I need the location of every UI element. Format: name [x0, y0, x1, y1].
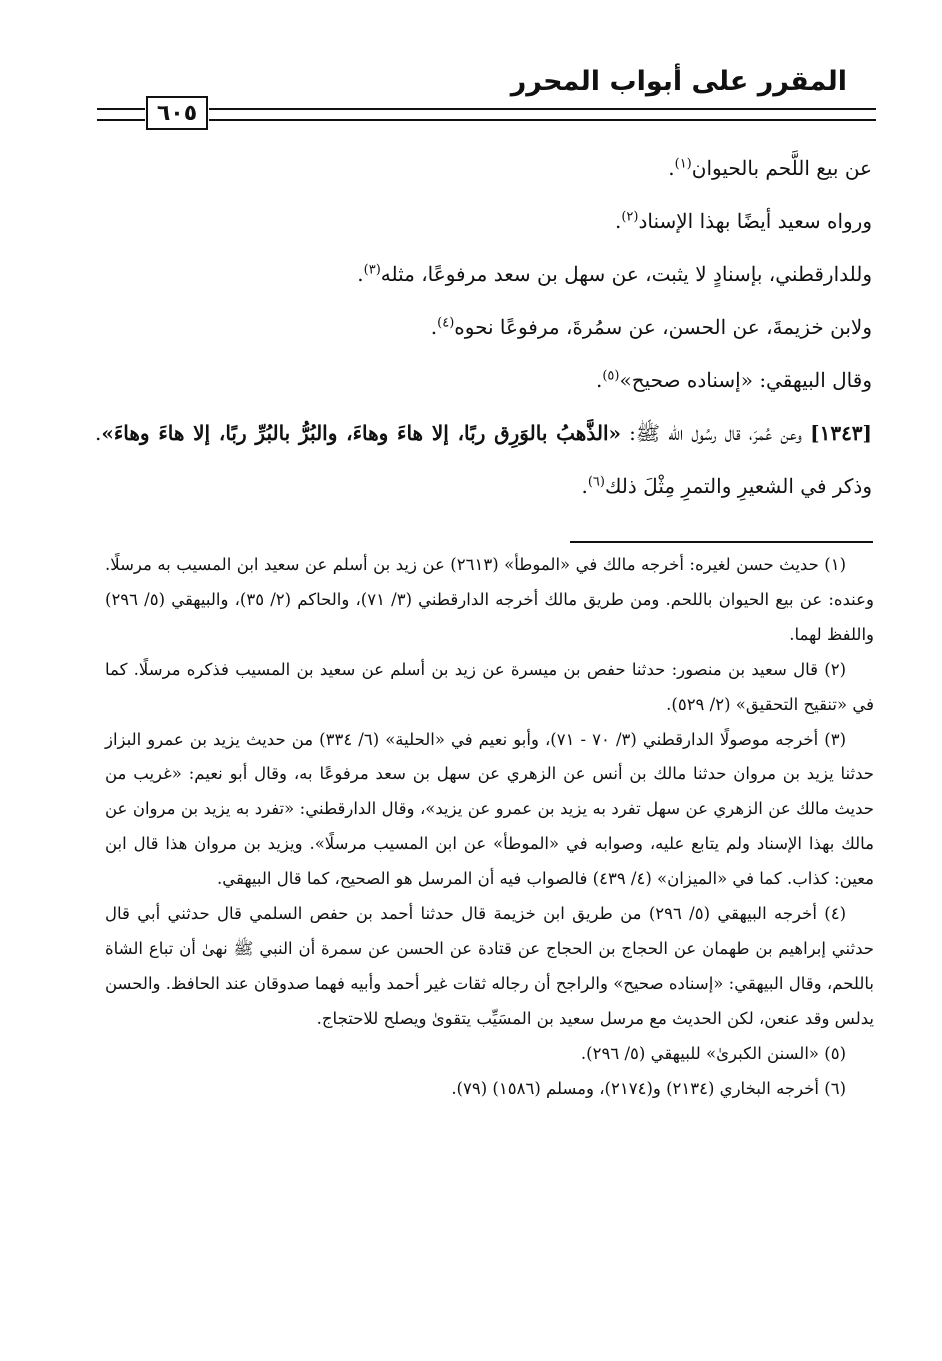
- footnote-ref: (٤): [437, 315, 455, 331]
- hadith-number: [١٣٤٣]: [810, 421, 873, 445]
- footnote-ref: (٦): [587, 474, 605, 490]
- footnote: (٦) أخرجه البخاري (٢١٣٤) و(٢١٧٤)، ومسلم (١٥٨٦) (٧٩).: [451, 1078, 846, 1098]
- book-title: المقرر على أبواب المحرر: [510, 66, 847, 97]
- footnote-ref: (٥): [602, 368, 620, 384]
- footnote: (٢) قال سعيد بن منصور: حدثنا حفص بن ميسرة عن زيد بن أسلم عن سعيد بن المسيب فذكره مرسلًا. كما في «تنقيح التحقيق» (٢/ ٥٢٩).: [105, 659, 874, 714]
- header-rule-right-top: [209, 108, 876, 110]
- text-line: وقال البيهقي: «إسناده صحيح»$^{(٥)}$.: [595, 368, 872, 392]
- page-header: [0, 0, 942, 140]
- hadith-intro: وعن عُمرَ، قال رسُول الله ﷺ:: [629, 421, 802, 445]
- footnote-ref: (٢): [621, 209, 639, 225]
- text-line: وللدارقطني، بإسنادٍ لا يثبت، عن سهل بن سعد مرفوعًا، مثله$^{(٣)}$.: [357, 262, 872, 286]
- main-text: [95, 142, 872, 513]
- header-rule-left-top: [97, 108, 145, 110]
- footnote: (١) حديث حسن لغيره: أخرجه مالك في «الموطأ» (٢٦١٣) عن زيد بن أسلم عن سعيد ابن المسيب به مرسلًا. وعنده: عن بيع الحيوان باللحم. ومن طريق مالك أخرجه الدارقطني (٣/ ٧١)، والحاكم (٢/ ٣٥)، والبيهقي (٥/ ٢٩٦) واللفظ لهما.: [105, 555, 874, 644]
- footnote-ref: (١): [674, 156, 692, 172]
- text-line: ورواه سعيد أيضًا بهذا الإسناد$^{(٢)}$.: [614, 209, 872, 233]
- footnotes: [105, 548, 874, 1107]
- footnote-ref: (٣): [363, 262, 381, 278]
- footnote: (٤) أخرجه البيهقي (٥/ ٢٩٦) من طريق ابن خزيمة قال حدثنا أحمد بن حفص السلمي قال حدثني أبي قال حدثني إبراهيم بن طهمان عن الحجاج بن الحجاج عن قتادة عن الحسن عن سمرة أن النبي ﷺ نهىٰ أن تباع الشاة باللحم، وقال البيهقي: «إسناده صحيح» والراجح أن رجاله ثقات غير أحمد وأبيه فهما صدوقان عند الحافظ. والحسن يدلس وقد عنعن، لكن الحديث مع مرسل سعيد بن المسَيِّب يتقوىٰ ويصلح للاحتجاج.: [105, 904, 874, 1028]
- header-rule-right-bottom: [209, 119, 876, 121]
- footnote: (٣) أخرجه موصولًا الدارقطني (٣/ ٧٠ - ٧١)، وأبو نعيم في «الحلية» (٦/ ٣٣٤) من حديث يزيد بن عمرو البزاز حدثنا يزيد بن مروان حدثنا مالك بن أنس عن الزهري عن سهل بن سعد مرفوعًا به، وقال أبو نعيم: «غريب من حديث مالك عن الزهري عن سهل تفرد به يزيد بن عمرو عن يزيد»، وقال الدارقطني: «تفرد به يزيد بن مروان عن مالك بهذا الإسناد ولم يتابع عليه، وصوابه في «الموطأ» عن ابن المسيب مرسلًا». ويزيد بن مروان هذا قال ابن معين: كذاب. كما في «الميزان» (٤/ ٤٣٩) فالصواب فيه أن المرسل هو الصحيح، كما قال البيهقي.: [105, 729, 874, 889]
- footnote-separator: [570, 541, 873, 543]
- text-line: عن بيع اللَّحم بالحيوان$^{(١)}$.: [668, 156, 872, 180]
- hadith-tail: . وذكر في الشعيرِ والتمرِ مِثْلَ ذلك: [95, 421, 872, 498]
- page-number: ٦٠٥: [146, 96, 208, 130]
- footnote: (٥) «السنن الكبرىٰ» للبيهقي (٥/ ٢٩٦).: [580, 1043, 846, 1063]
- header-rule-left-bottom: [97, 119, 145, 121]
- hadith-text: «الذَّهبُ بالوَرِق ربًا، إلا هاءَ وهاءَ، والبُرُّ بالبُرِّ ربًا، إلا هاءَ وهاءَ»: [101, 421, 621, 445]
- hadith-paragraph: [١٣٤٣] وعن عُمرَ، قال رسُول الله ﷺ: «الذَّهبُ بالوَرِق ربًا، إلا هاءَ وهاءَ، والبُرُّ بالبُرِّ ربًا، إلا هاءَ وهاءَ». وذكر في الشعيرِ والتمرِ مِثْلَ ذلك$^{(٦)}$.: [95, 421, 873, 498]
- text-line: ولابن خزيمةَ، عن الحسن، عن سمُرةَ، مرفوعًا نحوه$^{(٤)}$.: [430, 315, 872, 339]
